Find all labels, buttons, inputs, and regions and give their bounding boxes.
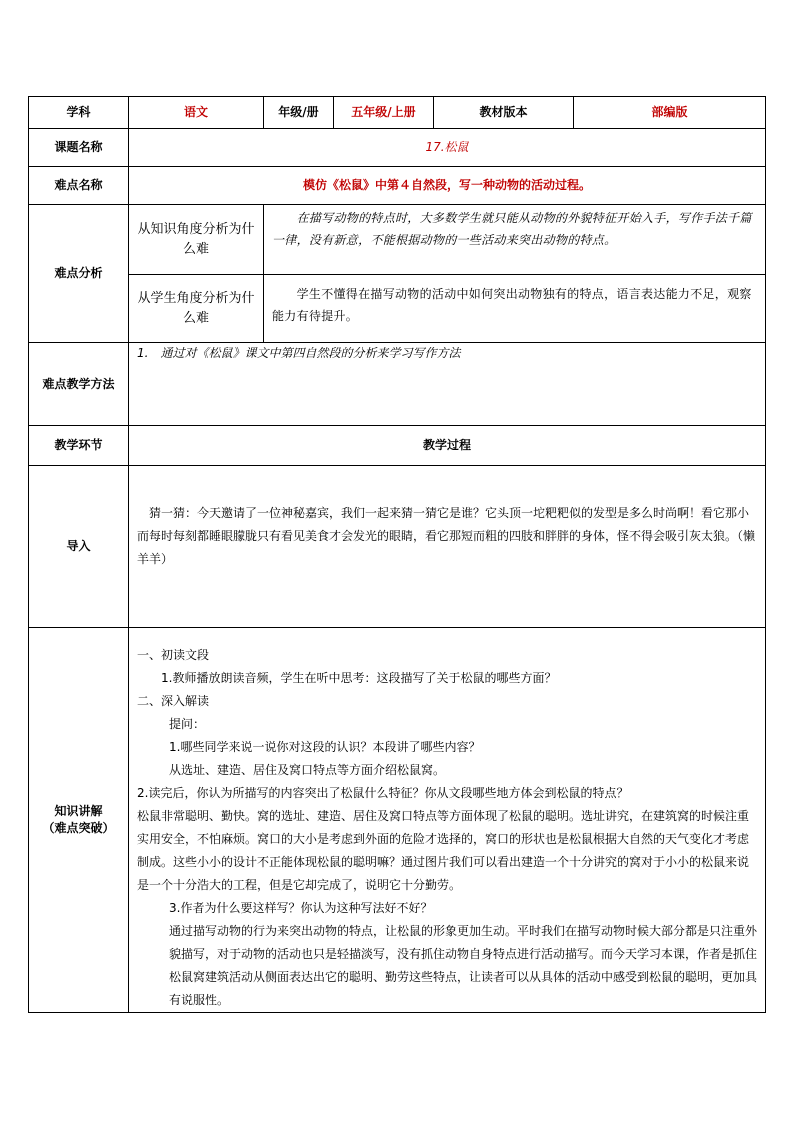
answer-3: 通过描写动物的行为来突出动物的特点，让松鼠的形象更加生动。平时我们在描写动物时候大部分都是只注重外貌描写，对于动物的活动也只是轻描淡写，没有抓住动物自身特点进行活动描写。而今天学习本课，作者是抓住松鼠窝建筑活动从侧面表达出它的聪明、勤劳这些特点，让读者可以从具体的活动中感受到松鼠的聪明，更加具有说服性。 xyxy=(169,924,758,1007)
lesson-title-label: 课题名称 xyxy=(29,129,129,167)
method-text: 1. 通过对《松鼠》课文中第四自然段的分析来学习写作方法 xyxy=(129,343,766,426)
analysis-aspect-knowledge: 从知识角度分析为什么难 xyxy=(129,205,264,275)
lesson-title-value: 17.松鼠 xyxy=(129,129,766,167)
grade-value: 五年级/上册 xyxy=(334,97,434,129)
difficulty-label: 难点名称 xyxy=(29,167,129,205)
difficulty-row xyxy=(29,167,766,205)
analysis-aspect-student: 从学生角度分析为什么难 xyxy=(129,275,264,343)
knowledge-label-line2: （难点突破） xyxy=(42,821,115,835)
intro-label: 导入 xyxy=(29,466,129,628)
intro-row xyxy=(29,466,766,628)
analysis-label: 难点分析 xyxy=(29,205,129,343)
question-prompt: 提问： xyxy=(169,717,206,731)
process-header-row xyxy=(29,426,766,466)
edition-label: 教材版本 xyxy=(434,97,574,129)
lesson-plan-table xyxy=(28,96,766,1013)
question-3: 3.作者为什么要这样写？你认为这种写法好不好？ xyxy=(169,901,433,915)
knowledge-label xyxy=(29,628,129,1013)
edition-value: 部编版 xyxy=(574,97,766,129)
knowledge-label-line1: 知识讲解 xyxy=(54,804,103,818)
analysis-row-knowledge xyxy=(29,205,766,275)
method-row xyxy=(29,343,766,426)
process-label: 教学过程 xyxy=(129,426,766,466)
subject-value: 语文 xyxy=(129,97,264,129)
analysis-text-student: 学生不懂得在描写动物的活动中如何突出动物独有的特点，语言表达能力不足，观察能力有待提升。 xyxy=(264,275,766,343)
header-row xyxy=(29,97,766,129)
section-heading-deep-read: 二、深入解读 xyxy=(137,694,210,708)
subject-label: 学科 xyxy=(29,97,129,129)
method-label: 难点教学方法 xyxy=(29,343,129,426)
answer-2: 松鼠非常聪明、勤快。窝的选址、建造、居住及窝口特点等方面体现了松鼠的聪明。选址讲究，在建筑窝的时候注重实用安全，不怕麻烦。窝口的大小是考虑到外面的危险才选择的，窝口的形状也是松鼠根据大自然的天气变化才考虑制成。这些小小的设计不正能体现松鼠的聪明嘛？通过图片我们可以看出建造一个十分讲究的窝对于小小的松鼠来说是一个十分浩大的工程，但是它却完成了，说明它十分勤劳。 xyxy=(137,809,750,892)
stage-label: 教学环节 xyxy=(29,426,129,466)
knowledge-row xyxy=(29,628,766,1013)
intro-paragraph: 猜一猜：今天邀请了一位神秘嘉宾，我们一起来猜一猜它是谁？它头顶一坨粑粑似的发型是多么时尚啊！看它那小而每时每刻都睡眼朦胧只有看见美食才会发光的眼睛，看它那短而粗的四肢和胖胖的身体，怪不得会吸引灰太狼。（懒羊羊） xyxy=(137,506,756,566)
section-heading-first-read: 一、初读文段 xyxy=(137,648,210,662)
answer-1: 从选址、建造、居住及窝口特点等方面介绍松鼠窝。 xyxy=(169,763,446,777)
analysis-text-knowledge: 在描写动物的特点时，大多数学生就只能从动物的外貌特征开始入手，写作手法千篇一律，没有新意，不能根据动物的一些活动来突出动物的特点。 xyxy=(264,205,766,275)
intro-text xyxy=(129,466,766,628)
analysis-row-student xyxy=(29,275,766,343)
difficulty-value: 模仿《松鼠》中第４自然段，写一种动物的活动过程。 xyxy=(129,167,766,205)
question-2: 2.读完后，你认为所描写的内容突出了松鼠什么特征？你从文段哪些地方体会到松鼠的特点？ xyxy=(137,786,629,800)
knowledge-content xyxy=(129,628,766,1013)
lesson-title-row xyxy=(29,129,766,167)
grade-label: 年级/册 xyxy=(264,97,334,129)
first-read-task: 1.教师播放朗读音频，学生在听中思考：这段描写了关于松鼠的哪些方面？ xyxy=(161,671,557,685)
question-1: 1.哪些同学来说一说你对这段的认识？本段讲了哪些内容？ xyxy=(169,740,481,754)
